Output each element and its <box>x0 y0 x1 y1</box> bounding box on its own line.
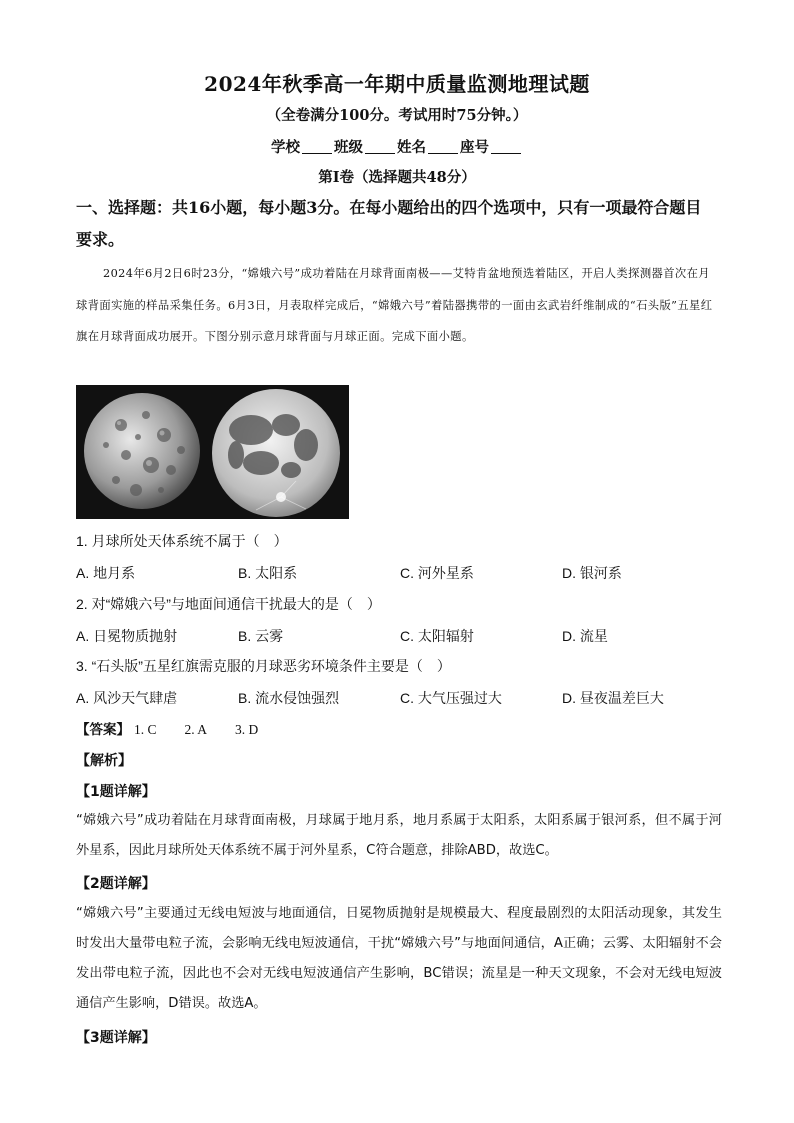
moon-figure <box>76 385 349 519</box>
student-info-fields <box>0 136 794 157</box>
reading-passage: 2024年6月2日6时23分，“嫦娥六号”成功着陆在月球背面南极——艾特肯盆地预选着陆区，开启人类探测器首次在月球背面实施的样品采集任务。6月3日，月表取样完成后，“嫦娥六号”着陆器携带的一面由玄武岩纤维制成的“石头版”五星红旗在月球背面成功展开。下图分别示意月球背面与月球正面。完成下面小题。 <box>76 267 713 343</box>
instructions-line-2: 要求。 <box>76 230 125 249</box>
question-1-stem: 1. 月球所处天体系统不属于（ ） <box>76 533 288 549</box>
q1-analysis-text: “嫦娥六号”成功着陆在月球背面南极，月球属于地月系，地月系属于太阳系，太阳系属于银河系，但不属于河外星系，因此月球所处天体系统不属于河外星系，C符合题意，排除ABD，故选C。 <box>76 813 722 858</box>
question-1-option-d[interactable]: D. 银河系 <box>562 565 622 581</box>
field-name-label: 姓名 <box>397 139 426 156</box>
answer-value-3: 3. D <box>235 722 259 737</box>
question-2-option-a[interactable]: A. 日冕物质抛射 <box>76 628 178 644</box>
question-2-stem: 2. 对“嫦娥六号”与地面间通信干扰最大的是（ ） <box>76 596 381 612</box>
q2-analysis-label: 【2题详解】 <box>76 876 156 892</box>
answer-label: 【答案】 <box>76 722 130 737</box>
question-3-stem: 3. “石头版”五星红旗需克服的月球恶劣环境条件主要是（ ） <box>76 658 451 674</box>
instructions-line-1: 一、选择题：共16小题，每小题3分。在每小题给出的四个选项中，只有一项最符合题目 <box>76 198 702 217</box>
exam-subtitle: （全卷满分100分。考试用时75分钟。） <box>266 107 528 124</box>
field-seat-label: 座号 <box>460 139 489 156</box>
field-school-label: 学校 <box>271 139 300 156</box>
question-1-option-b[interactable]: B. 太阳系 <box>238 565 298 581</box>
question-3-option-c[interactable]: C. 大气压强过大 <box>400 690 502 706</box>
moon-far-side <box>84 393 200 509</box>
question-3-option-a[interactable]: A. 风沙天气肆虐 <box>76 690 178 706</box>
page-title: 2024年秋季高一年期中质量监测地理试题 <box>204 72 590 96</box>
field-seat-blank[interactable] <box>491 139 521 154</box>
answer-value-2: 2. A <box>184 722 208 737</box>
question-1-option-c[interactable]: C. 河外星系 <box>400 565 474 581</box>
moon-figure-svg <box>76 385 349 519</box>
field-class-label: 班级 <box>334 139 363 156</box>
moon-near-side <box>212 389 340 517</box>
q3-analysis-label: 【3题详解】 <box>76 1030 156 1046</box>
section-heading: 第Ⅰ卷（选择题共48分） <box>318 169 476 186</box>
question-2-option-c[interactable]: C. 太阳辐射 <box>400 628 474 644</box>
field-school-blank[interactable] <box>302 139 332 154</box>
question-2-option-d[interactable]: D. 流星 <box>562 628 608 644</box>
question-3-option-b[interactable]: B. 流水侵蚀强烈 <box>238 690 340 706</box>
answer-line <box>76 718 258 738</box>
q2-analysis-text: “嫦娥六号”主要通过无线电短波与地面通信，日冕物质抛射是规模最大、程度最剧烈的太阳活动现象，其发生时发出大量带电粒子流，会影响无线电短波通信，干扰“嫦娥六号”与地面间通信，A正确；云雾、太阳辐射不会发出带电粒子流，因此也不会对无线电短波通信产生影响，BC错误；流星是一种天文现象，不会对无线电短波通信产生影响，D错误。故选A。 <box>76 906 722 1011</box>
field-class-blank[interactable] <box>365 139 395 154</box>
analysis-label: 【解析】 <box>76 753 132 769</box>
field-name-blank[interactable] <box>428 139 458 154</box>
question-2-option-b[interactable]: B. 云雾 <box>238 628 284 644</box>
q1-analysis-label: 【1题详解】 <box>76 784 156 800</box>
question-3-option-d[interactable]: D. 昼夜温差巨大 <box>562 690 664 706</box>
answer-value-1: 1. C <box>134 722 157 737</box>
question-1-option-a[interactable]: A. 地月系 <box>76 565 136 581</box>
